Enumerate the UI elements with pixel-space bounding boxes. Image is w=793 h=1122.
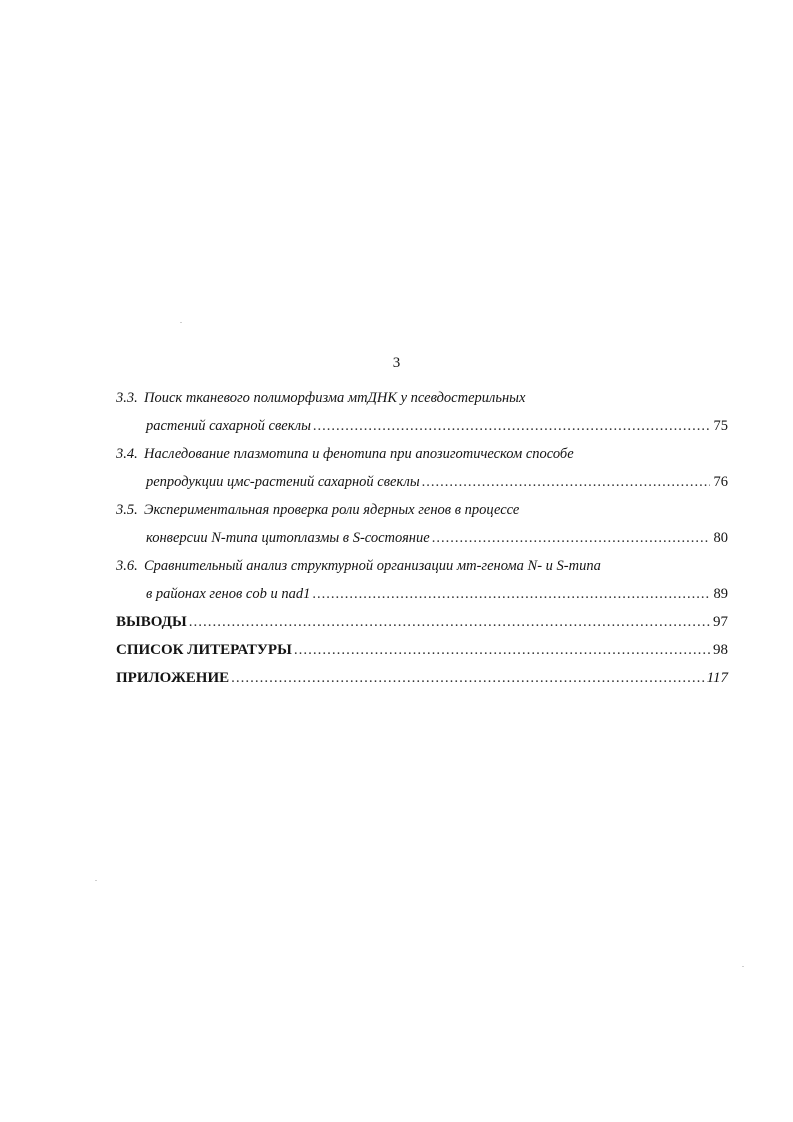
- toc-entry-number: 3.4.: [116, 446, 138, 462]
- toc-entry-title: Поиск тканевого полиморфизма мтДНК у псевдостерильных: [144, 390, 526, 406]
- toc-entry-3-6-line1: [116, 558, 728, 586]
- toc-chapter-title: ВЫВОДЫ: [116, 614, 187, 630]
- scan-speck: [742, 966, 744, 967]
- toc-chapter-title: СПИСОК ЛИТЕРАТУРЫ: [116, 642, 292, 658]
- toc-entry-title-cont: конверсии N-типа цитоплазмы в S-состояние: [146, 530, 430, 546]
- toc-chapter-conclusions: [116, 614, 728, 642]
- dot-leader: [189, 614, 710, 631]
- toc-page-number: 98: [713, 642, 728, 658]
- toc-entry-number: 3.5.: [116, 502, 138, 518]
- toc-entry-number: 3.6.: [116, 558, 138, 574]
- toc-entry-3-5-line2: [116, 530, 728, 558]
- toc-entry-3-3-line1: [116, 390, 728, 418]
- toc-entry-title-cont: репродукции цмс-растений сахарной свеклы: [146, 474, 420, 490]
- toc-page-number: 117: [706, 670, 728, 686]
- scan-speck: [95, 880, 97, 881]
- toc-entry-3-6-line2: [116, 586, 728, 614]
- dot-leader: [294, 642, 710, 659]
- toc-entry-title-cont: в районах генов cob и nad1: [146, 586, 311, 602]
- toc-entry-number: 3.3.: [116, 390, 138, 406]
- dot-leader: [312, 586, 710, 603]
- toc-entry-3-4-line2: [116, 474, 728, 502]
- toc-entry-title-cont: растений сахарной свеклы: [146, 418, 311, 434]
- toc-entry-title: Наследование плазмотипа и фенотипа при апозиготическом способе: [144, 446, 574, 462]
- toc-entry-3-3-line2: [116, 418, 728, 446]
- dot-leader: [313, 418, 710, 435]
- toc-entry-3-4-line1: [116, 446, 728, 474]
- toc-page-number: 80: [713, 530, 728, 546]
- toc-page-number: 75: [713, 418, 728, 434]
- scan-speck: [180, 322, 182, 323]
- dot-leader: [432, 530, 710, 547]
- toc-chapter-title: ПРИЛОЖЕНИЕ: [116, 670, 230, 686]
- toc-page-number: 89: [713, 586, 728, 602]
- dot-leader: [422, 474, 710, 491]
- page-number: 3: [392, 355, 401, 371]
- toc-page-number: 97: [713, 614, 728, 630]
- toc-chapter-appendix: [116, 670, 728, 698]
- toc-entry-3-5-line1: [116, 502, 728, 530]
- toc-entry-title: Экспериментальная проверка роли ядерных генов в процессе: [144, 502, 520, 518]
- toc-chapter-references: [116, 642, 728, 670]
- toc-entry-title: Сравнительный анализ структурной организации мт-генома N- и S-типа: [144, 558, 601, 574]
- table-of-contents: [116, 390, 728, 698]
- dot-leader: [231, 670, 704, 687]
- toc-page-number: 76: [713, 474, 728, 490]
